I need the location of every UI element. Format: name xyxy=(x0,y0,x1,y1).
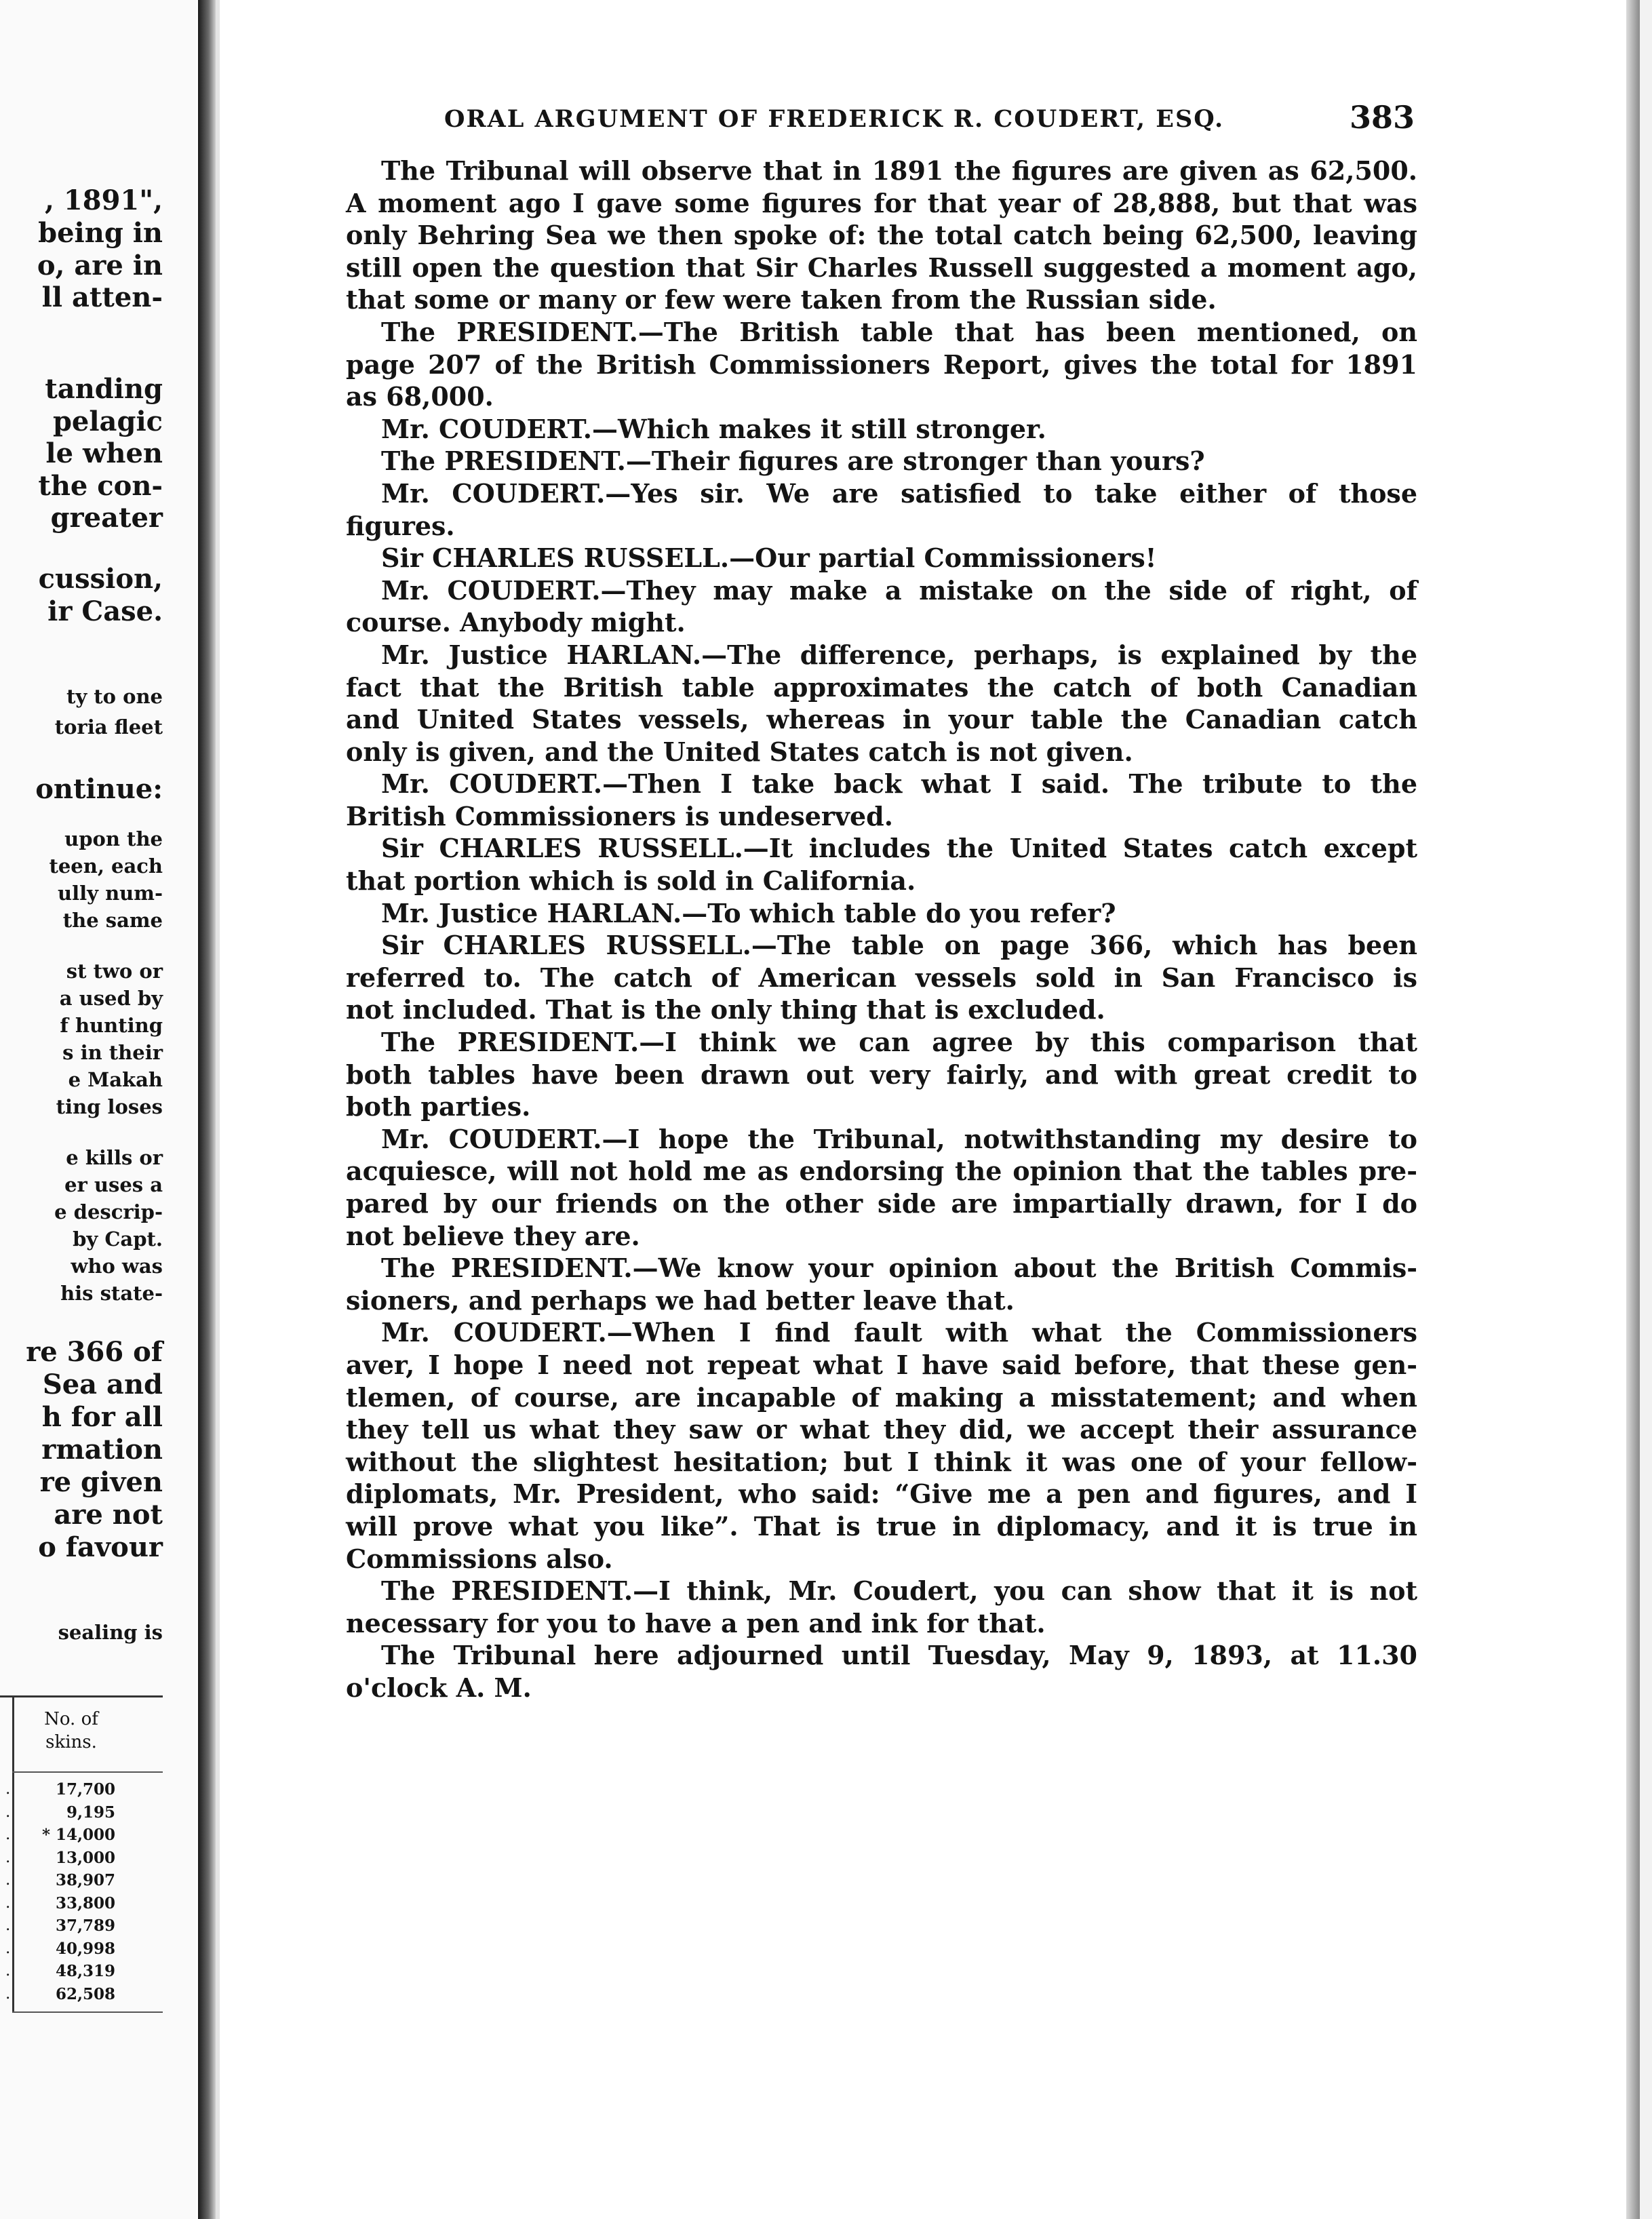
leader-dot: . xyxy=(5,1826,11,1843)
table-cell-value: 38,907 xyxy=(55,1871,115,1889)
left-page-fragment: Sea and xyxy=(42,1369,163,1400)
leader-dot: . xyxy=(5,1780,11,1798)
left-page-fragment: ty to one xyxy=(66,685,163,708)
text-line: still open the question that Sir Charles Russell suggested a moment ago, xyxy=(346,252,1417,283)
table-cell-value: 33,800 xyxy=(55,1893,115,1912)
left-page-fragment: s in their xyxy=(62,1041,163,1064)
text-line: Mr. Justice HARLAN.—The difference, perhaps, is explained by the xyxy=(381,639,1417,670)
left-page-fragment: h for all xyxy=(41,1401,163,1433)
table-cell-value: 37,789 xyxy=(55,1917,115,1935)
book-binding-gutter xyxy=(198,0,216,2219)
text-line: only Behring Sea we then spoke of: the total catch being 62,500, leaving xyxy=(346,220,1417,251)
text-line: Sir CHARLES RUSSELL.—Our partial Commissioners! xyxy=(381,543,1157,574)
left-facing-page xyxy=(0,0,197,2219)
left-page-fragment: rmation xyxy=(41,1434,163,1466)
text-line: Mr. COUDERT.—I hope the Tribunal, notwithstanding my desire to xyxy=(381,1123,1417,1154)
text-line: only is given, and the United States catch is not given. xyxy=(346,736,1133,767)
left-page-fragment: pelagic xyxy=(52,406,163,437)
left-page-fragment: sealing is xyxy=(58,1621,163,1644)
text-line: The PRESIDENT.—I think we can agree by this comparison that xyxy=(381,1027,1417,1058)
text-line: without the slightest hesitation; but I think it was one of your fellow- xyxy=(346,1446,1417,1477)
text-line: not believe they are. xyxy=(346,1220,640,1251)
left-page-fragment: ontinue: xyxy=(35,773,163,805)
left-page-fragment: re 366 of xyxy=(26,1336,163,1368)
left-page-fragment: , 1891", xyxy=(45,184,163,216)
body-text xyxy=(346,155,1417,1704)
text-line: necessary for you to have a pen and ink for that. xyxy=(346,1607,1046,1638)
left-page-fragment: his state- xyxy=(60,1282,163,1305)
left-page-fragment: who was xyxy=(71,1255,163,1278)
leader-dot: . xyxy=(5,1962,11,1980)
left-page-fragment: e kills or xyxy=(66,1146,163,1169)
page-number: 383 xyxy=(1350,99,1415,136)
left-page-fragment: by Capt. xyxy=(73,1228,163,1251)
text-line: The Tribunal here adjourned until Tuesday, May 9, 1893, at 11.30 xyxy=(381,1640,1417,1671)
page-right-margin xyxy=(1640,0,1652,2219)
left-page-fragment: st two or xyxy=(66,960,163,983)
left-page-fragment: f hunting xyxy=(60,1014,163,1037)
left-page-fragment: are not xyxy=(54,1499,163,1531)
left-page-fragment: ting loses xyxy=(56,1095,163,1118)
table-top-rule xyxy=(0,1695,163,1697)
left-page-fragment: o favour xyxy=(38,1531,163,1563)
text-line: The PRESIDENT.—I think, Mr. Coudert, you can show that it is not xyxy=(381,1575,1417,1607)
table-header-line-2: skins. xyxy=(45,1732,97,1752)
left-page-fragment: o, are in xyxy=(37,250,163,281)
text-line: Mr. COUDERT.—Then I take back what I said. The tribute to the xyxy=(381,768,1417,800)
left-page-fragment: er uses a xyxy=(64,1173,163,1196)
text-line: British Commissioners is undeserved. xyxy=(346,800,893,831)
text-line: The PRESIDENT.—The British table that has been mentioned, on xyxy=(381,316,1417,347)
left-page-fragment: re given xyxy=(39,1466,163,1498)
table-cell-value: 17,700 xyxy=(55,1780,115,1799)
left-page-fragment: cussion, xyxy=(38,563,163,595)
leader-dot: . xyxy=(5,1848,11,1866)
text-line: fact that the British table approximates the catch of both Canadian xyxy=(346,671,1417,703)
text-line: Mr. COUDERT.—When I find fault with what the Commissioners xyxy=(381,1317,1417,1348)
text-line: A moment ago I gave some figures for that year of 28,888, but that was xyxy=(346,187,1417,218)
text-line: The PRESIDENT.—Their figures are stronger than yours? xyxy=(381,446,1205,477)
text-line: referred to. The catch of American vessels sold in San Francisco is xyxy=(346,962,1417,993)
table-bottom-rule xyxy=(12,2011,163,2013)
left-page-fragment: upon the xyxy=(64,827,163,850)
table-cell-value: 40,998 xyxy=(55,1939,115,1958)
text-line: Mr. Justice HARLAN.—To which table do you refer? xyxy=(381,897,1116,928)
text-line: they tell us what they saw or what they did, we accept their assurance xyxy=(346,1414,1417,1445)
left-page-fragment: being in xyxy=(38,217,163,249)
text-line: tlemen, of course, are incapable of making a misstatement; and when xyxy=(346,1381,1417,1413)
left-page-fragment: e Makah xyxy=(68,1068,163,1091)
left-page-fragment: toria fleet xyxy=(54,715,163,739)
text-line: not included. That is the only thing that is excluded. xyxy=(346,994,1105,1025)
text-line: page 207 of the British Commissioners Report, gives the total for 1891 xyxy=(346,349,1417,380)
text-line: o'clock A. M. xyxy=(346,1672,532,1703)
left-page-fragment: the same xyxy=(62,909,163,932)
text-line: that some or many or few were taken from the Russian side. xyxy=(346,284,1217,315)
text-line: The Tribunal will observe that in 1891 the figures are given as 62,500. xyxy=(381,155,1417,186)
text-line: Mr. COUDERT.—Yes sir. We are satisfied to take either of those xyxy=(381,477,1417,509)
leader-dot: . xyxy=(5,1803,11,1821)
table-header-line-1: No. of xyxy=(44,1709,98,1729)
text-line: course. Anybody might. xyxy=(346,607,686,638)
left-page-fragment: le when xyxy=(45,437,163,469)
table-column-header xyxy=(14,1708,129,1754)
text-line: will prove what you like”. That is true in diplomacy, and it is true in xyxy=(346,1510,1417,1541)
left-page-fragment: ir Case. xyxy=(47,595,163,627)
left-page-fragment: ully num- xyxy=(58,882,163,905)
text-line: Sir CHARLES RUSSELL.—It includes the United States catch except xyxy=(381,833,1417,864)
table-cell-value: * 14,000 xyxy=(41,1826,115,1844)
left-page-fragment: teen, each xyxy=(49,855,163,878)
text-line: diplomats, Mr. President, who said: “Give me a pen and figures, and I xyxy=(346,1478,1417,1510)
left-page-fragment: greater xyxy=(50,502,163,534)
table-cell-value: 62,508 xyxy=(55,1984,115,2003)
table-header-rule xyxy=(12,1771,163,1773)
left-page-fragment: ll atten- xyxy=(41,281,163,313)
text-line: The PRESIDENT.—We know your opinion about the British Commis- xyxy=(381,1253,1417,1284)
text-line: Sir CHARLES RUSSELL.—The table on page 366, which has been xyxy=(381,930,1417,961)
text-line: that portion which is sold in California. xyxy=(346,865,916,897)
left-page-fragment: tanding xyxy=(45,373,163,405)
text-line: as 68,000. xyxy=(346,381,494,412)
table-cell-value: 13,000 xyxy=(55,1848,115,1867)
table-cell-value: 48,319 xyxy=(55,1962,115,1980)
left-page-fragment: e descrip- xyxy=(54,1200,163,1223)
running-head: ORAL ARGUMENT OF FREDERICK R. COUDERT, ESQ. xyxy=(444,105,1225,133)
text-line: Mr. COUDERT.—They may make a mistake on the side of right, of xyxy=(381,574,1417,606)
left-page-fragment: a used by xyxy=(59,987,163,1010)
leader-dot: . xyxy=(5,1984,11,2003)
text-line: Commissions also. xyxy=(346,1543,613,1574)
text-line: aver, I hope I need not repeat what I have said before, that these gen- xyxy=(346,1349,1417,1380)
page-right-edge-shadow xyxy=(1626,0,1640,2219)
leader-dot: . xyxy=(5,1917,11,1934)
text-line: figures. xyxy=(346,510,455,541)
left-page-fragment: the con- xyxy=(38,470,163,502)
leader-dot: . xyxy=(5,1871,11,1889)
text-line: both tables have been drawn out very fairly, and with great credit to xyxy=(346,1059,1417,1090)
text-line: pared by our friends on the other side are impartially drawn, for I do xyxy=(346,1188,1417,1219)
text-line: Mr. COUDERT.—Which makes it still stronger. xyxy=(381,413,1046,444)
text-line: and United States vessels, whereas in your table the Canadian catch xyxy=(346,704,1417,735)
text-line: acquiesce, will not hold me as endorsing the opinion that the tables pre- xyxy=(346,1156,1417,1187)
table-cell-value: 9,195 xyxy=(66,1803,115,1822)
text-line: both parties. xyxy=(346,1091,531,1122)
left-skins-table xyxy=(0,1695,163,2035)
text-line: sioners, and perhaps we had better leave that. xyxy=(346,1284,1015,1316)
leader-dot: . xyxy=(5,1893,11,1912)
leader-dot: . xyxy=(5,1939,11,1957)
